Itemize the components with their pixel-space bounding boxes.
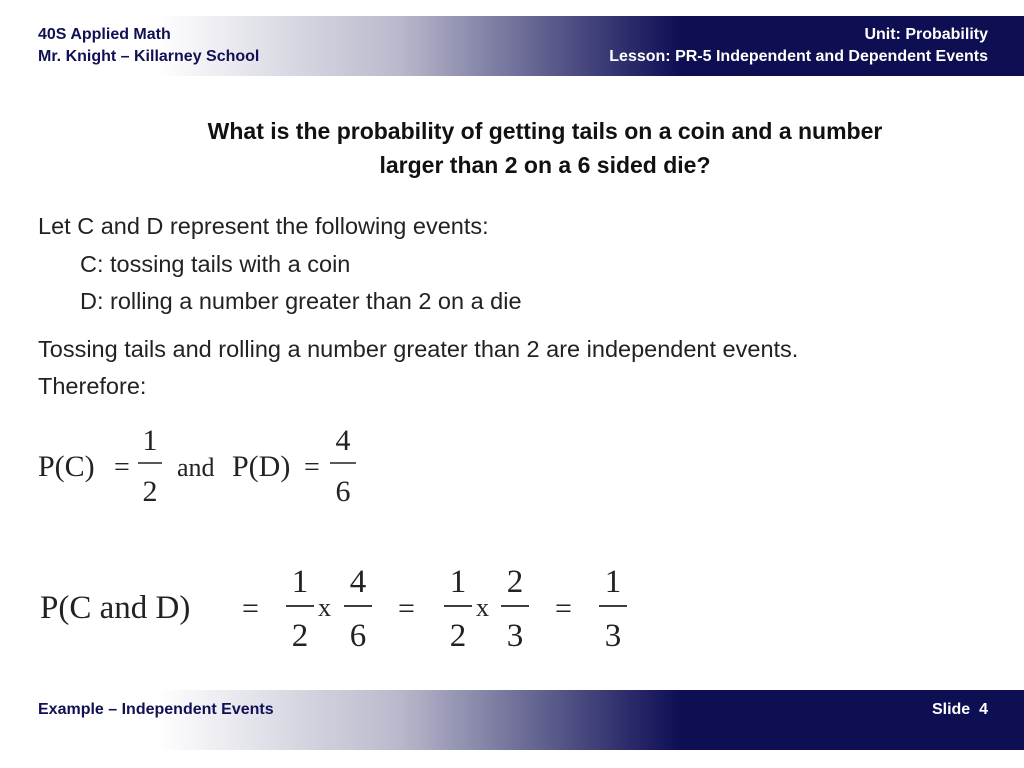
result-numerator: 1 bbox=[604, 564, 622, 600]
footer-title: Example – Independent Events bbox=[38, 701, 274, 718]
frac3-numerator: 1 bbox=[449, 564, 467, 600]
equals-sign-b: = bbox=[398, 592, 415, 625]
frac4-numerator: 2 bbox=[506, 564, 524, 600]
and-word: and bbox=[177, 453, 215, 482]
times-sign-2: x bbox=[476, 593, 489, 622]
independence-statement: Tossing tails and rolling a number greater than 2 are independent events. bbox=[38, 336, 799, 362]
formula-combined-probability bbox=[30, 560, 650, 660]
teacher-name: Mr. Knight – Killarney School bbox=[38, 48, 260, 65]
pcd-label: P(C and D) bbox=[40, 590, 191, 626]
events-intro: Let C and D represent the following events: bbox=[38, 213, 489, 239]
frac1-denominator: 2 bbox=[291, 618, 309, 654]
frac1-numerator: 1 bbox=[291, 564, 309, 600]
unit-title: Unit: Probability bbox=[864, 26, 988, 43]
equals-sign-a: = bbox=[242, 592, 259, 625]
pd-denominator: 6 bbox=[335, 475, 351, 508]
frac3-denominator: 2 bbox=[449, 618, 467, 654]
slide-label: Slide bbox=[931, 701, 971, 718]
result-denominator: 3 bbox=[604, 618, 622, 654]
question bbox=[100, 114, 990, 182]
question-line-1: What is the probability of getting tails on a coin and a number bbox=[207, 118, 883, 144]
header-right bbox=[609, 24, 988, 68]
therefore-label: Therefore: bbox=[38, 373, 147, 399]
header-bar bbox=[16, 16, 1024, 76]
question-line-2: larger than 2 on a 6 sided die? bbox=[379, 152, 711, 178]
equals-sign-2: = bbox=[304, 452, 320, 483]
event-c: C: tossing tails with a coin bbox=[80, 251, 351, 277]
pd-numerator: 4 bbox=[335, 424, 351, 457]
frac2-denominator: 6 bbox=[349, 618, 367, 654]
event-d: D: rolling a number greater than 2 on a die bbox=[80, 288, 522, 314]
pc-numerator: 1 bbox=[142, 424, 158, 457]
formula-individual-probabilities bbox=[30, 420, 370, 515]
pc-denominator: 2 bbox=[142, 475, 158, 508]
pc-label: P(C) bbox=[38, 450, 95, 483]
lesson-title: Lesson: PR-5 Independent and Dependent Events bbox=[609, 48, 988, 65]
slide-indicator bbox=[932, 699, 988, 721]
frac4-denominator: 3 bbox=[506, 618, 524, 654]
equals-sign-c: = bbox=[555, 592, 572, 625]
course-title: 40S Applied Math bbox=[38, 26, 171, 43]
frac2-numerator: 4 bbox=[349, 564, 367, 600]
header-left bbox=[38, 24, 259, 68]
footer-bar bbox=[16, 690, 1024, 750]
equals-sign: = bbox=[114, 452, 130, 483]
times-sign-1: x bbox=[318, 593, 331, 622]
slide-number: 4 bbox=[979, 701, 988, 718]
pd-label: P(D) bbox=[232, 450, 291, 483]
